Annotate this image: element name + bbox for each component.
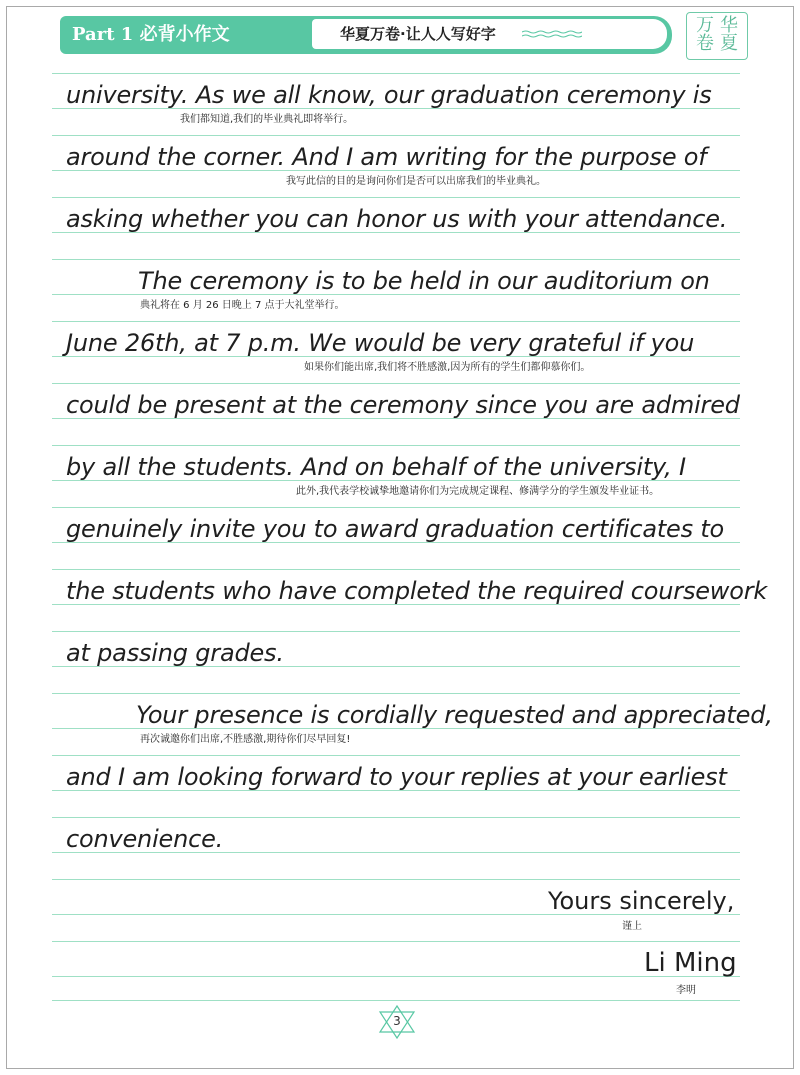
letter-line: the students who have completed the required coursework bbox=[66, 577, 768, 605]
publisher-logo bbox=[686, 12, 748, 60]
ruled-line bbox=[52, 941, 740, 942]
letter-line: Your presence is cordially requested and appreciated, bbox=[136, 701, 773, 729]
page-number-text: 3 bbox=[393, 1014, 401, 1028]
ruled-line bbox=[52, 817, 740, 818]
ruled-line bbox=[52, 1000, 740, 1001]
letter-line: convenience. bbox=[66, 825, 224, 853]
ruled-line bbox=[52, 197, 740, 198]
wave-decoration-icon bbox=[522, 30, 582, 38]
translation-line: 再次诚邀你们出席,不胜感激,期待你们尽早回复! bbox=[140, 734, 351, 745]
translation-line: 我写此信的目的是询问你们是否可以出席我们的毕业典礼。 bbox=[286, 176, 546, 187]
translation-line: 典礼将在 6 月 26 日晚上 7 点于大礼堂举行。 bbox=[140, 300, 345, 311]
letter-line: asking whether you can honor us with your attendance. bbox=[66, 205, 728, 233]
logo-text: 华夏万卷 bbox=[693, 15, 738, 51]
translation-line: 我们都知道,我们的毕业典礼即将举行。 bbox=[180, 114, 354, 125]
ruled-line bbox=[52, 135, 740, 136]
closing-text: Yours sincerely, bbox=[548, 887, 735, 915]
ruled-line bbox=[52, 445, 740, 446]
letter-line: at passing grades. bbox=[66, 639, 284, 667]
ruled-line bbox=[52, 321, 740, 322]
letter-line: around the corner. And I am writing for the purpose of bbox=[66, 143, 707, 171]
letter-line: genuinely invite you to award graduation certificates to bbox=[66, 515, 725, 543]
closing-translation: 谨上 bbox=[622, 921, 642, 932]
translation-line: 如果你们能出席,我们将不胜感激,因为所有的学生们都仰慕你们。 bbox=[304, 362, 591, 373]
ruled-line bbox=[52, 879, 740, 880]
ruled-line bbox=[52, 631, 740, 632]
ruled-line bbox=[52, 507, 740, 508]
header-subtitle-box bbox=[312, 19, 667, 49]
ruled-line bbox=[52, 976, 740, 977]
ruled-line bbox=[52, 569, 740, 570]
letter-line: could be present at the ceremony since you are admired bbox=[66, 391, 740, 419]
signature: Li Ming bbox=[644, 948, 737, 978]
ruled-line bbox=[52, 693, 740, 694]
header-subtitle: 华夏万卷·让人人写好字 bbox=[340, 25, 496, 43]
ruled-line bbox=[52, 259, 740, 260]
part-label: Part 1 必背小作文 bbox=[72, 24, 230, 45]
ruled-line bbox=[52, 383, 740, 384]
letter-line: by all the students. And on behalf of the university, I bbox=[66, 453, 686, 481]
letter-line: university. As we all know, our graduation ceremony is bbox=[66, 81, 712, 109]
letter-line: and I am looking forward to your replies at your earliest bbox=[66, 763, 727, 791]
letter-line: The ceremony is to be held in our auditorium on bbox=[138, 267, 710, 295]
page-header bbox=[60, 12, 672, 56]
page-number bbox=[372, 1004, 422, 1040]
ruled-line bbox=[52, 755, 740, 756]
ruled-line bbox=[52, 73, 740, 74]
translation-line: 此外,我代表学校诚挚地邀请你们为完成规定课程、修满学分的学生颁发毕业证书。 bbox=[296, 486, 660, 497]
letter-line: June 26th, at 7 p.m. We would be very grateful if you bbox=[66, 329, 695, 357]
signature-translation: 李明 bbox=[676, 985, 696, 996]
